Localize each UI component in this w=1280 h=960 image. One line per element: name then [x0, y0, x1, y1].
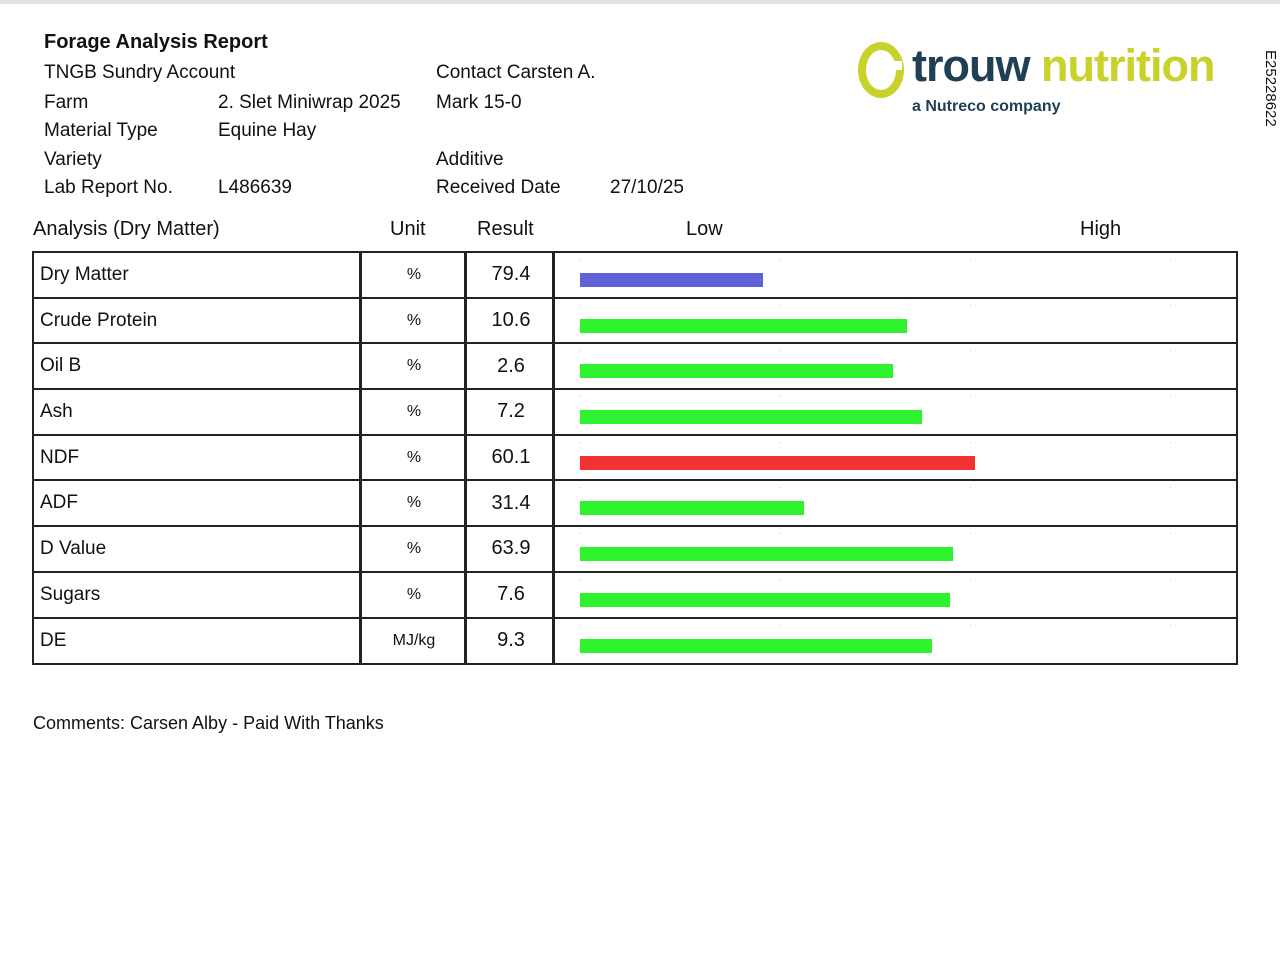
analysis-name: D Value: [40, 537, 107, 559]
scale-tick: ·: [580, 531, 582, 538]
scale-tick: ·: [580, 439, 582, 446]
material-type-value: Equine Hay: [218, 120, 317, 141]
result-bar: [580, 456, 975, 470]
analysis-name: Dry Matter: [40, 263, 129, 285]
analysis-name: Sugars: [40, 583, 101, 605]
table-row: [32, 434, 1238, 480]
analysis-name: Oil B: [40, 355, 82, 377]
scale-tick: ·: [1170, 622, 1172, 629]
material-type-label: Material Type: [44, 120, 158, 141]
header-result: Result: [477, 218, 534, 240]
trouw-nutrition-logo: [856, 38, 1226, 128]
received-date-value: 27/10/25: [610, 177, 684, 198]
header-unit: Unit: [390, 218, 426, 240]
scale-tick: ·: [780, 257, 782, 263]
logo-wordmark: trouw nutrition: [912, 40, 1215, 91]
table-row: [32, 251, 1238, 297]
unit-cell: MJ/kg: [392, 631, 436, 649]
range-bar-area: [580, 299, 1170, 343]
range-bar-area: [580, 436, 1170, 480]
scale-tick: ·: [580, 394, 582, 401]
scale-tick: ·: [580, 485, 582, 492]
result-cell: 60.1: [491, 446, 531, 469]
result-bar: [580, 410, 922, 424]
unit-cell: %: [406, 311, 422, 329]
result-bar: [580, 273, 763, 287]
scale-tick: ·: [580, 302, 582, 309]
scale-tick: ·: [580, 622, 582, 629]
logo-tagline: a Nutreco company: [912, 98, 1061, 115]
scale-tick: ·: [780, 576, 782, 583]
result-cell: 10.6: [491, 309, 531, 332]
result-bar: [580, 547, 953, 561]
scale-tick: ·: [1170, 531, 1172, 538]
scale-tick: ·: [780, 348, 782, 355]
table-row: [32, 388, 1238, 434]
unit-cell: %: [406, 265, 422, 283]
scale-tick: ·: [780, 394, 782, 401]
lab-report-value: L486639: [218, 177, 292, 198]
range-bar-area: [580, 253, 1170, 297]
result-cell: 63.9: [491, 537, 531, 560]
result-bar: [580, 593, 950, 607]
unit-cell: %: [406, 448, 422, 466]
header-high: High: [1080, 218, 1122, 240]
scale-tick: ·: [970, 394, 972, 401]
mark-value: Mark 15-0: [436, 92, 522, 113]
scale-tick: ·: [780, 302, 782, 309]
table-row: [32, 479, 1238, 525]
scale-tick: ·: [1170, 394, 1172, 401]
scale-tick: ·: [970, 485, 972, 492]
header-analysis: Analysis (Dry Matter): [33, 218, 220, 240]
result-cell: 7.2: [497, 400, 525, 423]
contact: Contact Carsten A.: [436, 62, 596, 83]
report-title: Forage Analysis Report: [44, 31, 268, 53]
scale-tick: ·: [580, 257, 582, 263]
table-row: [32, 297, 1238, 343]
additive-label: Additive: [436, 149, 504, 170]
unit-cell: %: [406, 357, 422, 375]
variety-label: Variety: [44, 149, 102, 170]
scale-tick: ·: [1170, 576, 1172, 583]
scale-tick: ·: [1170, 439, 1172, 446]
scale-tick: ·: [1170, 257, 1172, 263]
scale-tick: ·: [970, 257, 972, 263]
analysis-name: DE: [40, 629, 67, 651]
unit-cell: %: [406, 402, 422, 420]
table-row: [32, 571, 1238, 617]
result-cell: 2.6: [497, 354, 525, 377]
account-name: TNGB Sundry Account: [44, 62, 236, 83]
result-bar: [580, 364, 893, 378]
scale-tick: ·: [780, 439, 782, 446]
scale-tick: ·: [580, 576, 582, 583]
range-bar-area: [580, 344, 1170, 388]
scale-tick: ·: [970, 439, 972, 446]
unit-cell: %: [406, 494, 422, 512]
scale-tick: ·: [1170, 485, 1172, 492]
top-border: [0, 0, 1280, 4]
analysis-table: [32, 251, 1238, 665]
analysis-name: ADF: [40, 492, 78, 514]
result-cell: 31.4: [491, 491, 531, 514]
result-bar: [580, 319, 907, 333]
range-bar-area: [580, 619, 1170, 663]
farm-value: 2. Slet Miniwrap 2025: [218, 92, 401, 113]
received-date-label: Received Date: [436, 177, 561, 198]
scale-tick: ·: [970, 576, 972, 583]
side-reference-number: E25228622: [1262, 50, 1279, 127]
table-row: [32, 525, 1238, 571]
result-bar: [580, 639, 932, 653]
scale-tick: ·: [970, 531, 972, 538]
farm-label: Farm: [44, 92, 89, 113]
header-low: Low: [686, 218, 723, 240]
unit-cell: %: [406, 585, 422, 603]
result-bar: [580, 501, 804, 515]
table-row: [32, 342, 1238, 388]
result-cell: 7.6: [497, 583, 525, 606]
scale-tick: ·: [970, 302, 972, 309]
range-bar-area: [580, 573, 1170, 617]
analysis-name: Ash: [40, 400, 73, 422]
result-cell: 9.3: [497, 629, 525, 651]
range-bar-area: [580, 527, 1170, 571]
result-cell: 79.4: [491, 263, 531, 286]
range-bar-area: [580, 390, 1170, 434]
logo-ring-icon: [858, 42, 904, 98]
scale-tick: ·: [1170, 348, 1172, 355]
scale-tick: ·: [780, 531, 782, 538]
scale-tick: ·: [780, 485, 782, 492]
scale-tick: ·: [970, 622, 972, 629]
scale-tick: ·: [970, 348, 972, 355]
unit-cell: %: [406, 539, 422, 557]
scale-tick: ·: [580, 348, 582, 355]
table-row: [32, 617, 1238, 665]
scale-tick: ·: [780, 622, 782, 629]
scale-tick: ·: [1170, 302, 1172, 309]
lab-report-label: Lab Report No.: [44, 177, 173, 198]
comments: Comments: Carsen Alby - Paid With Thanks: [33, 713, 384, 733]
analysis-name: NDF: [40, 446, 80, 468]
range-bar-area: [580, 481, 1170, 525]
analysis-name: Crude Protein: [40, 309, 158, 331]
